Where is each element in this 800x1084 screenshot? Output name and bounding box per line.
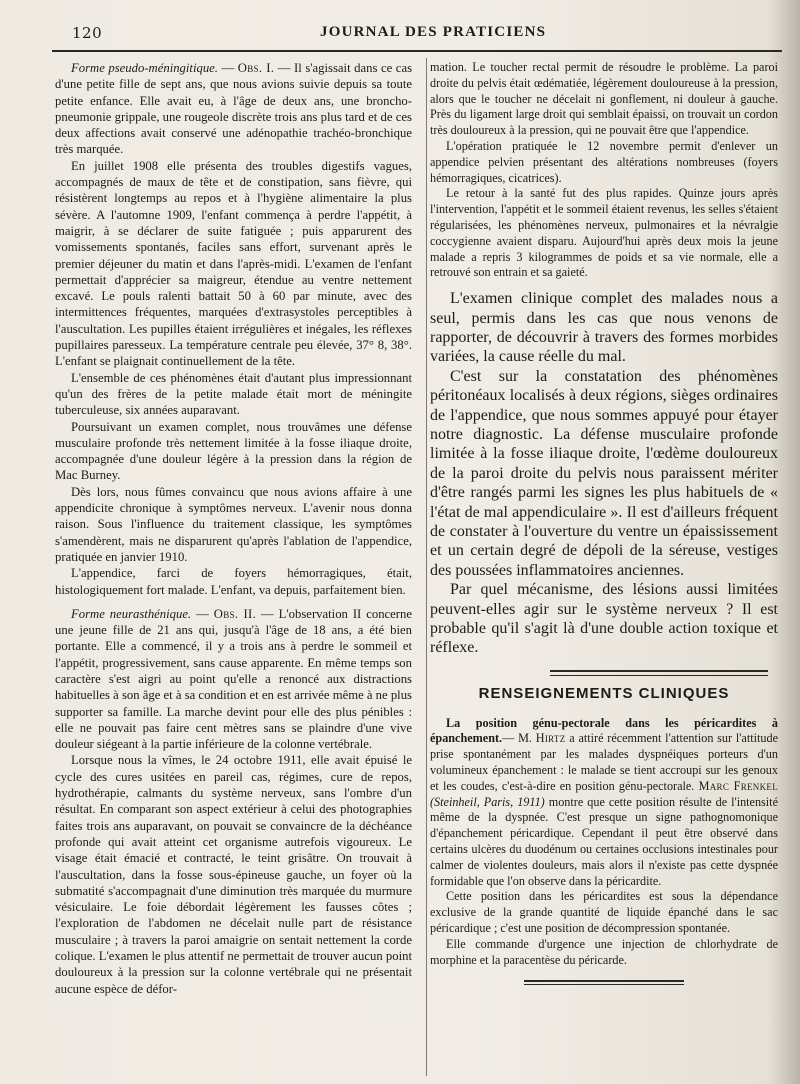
section-title: RENSEIGNEMENTS CLINIQUES [478, 684, 730, 702]
paragraph: Dès lors, nous fûmes convaincu que nous avions affaire à une appendicite chronique à symptômes nerveux. L'avenir nous donna raison. Sous l'influence du traitement classique, les symptômes s'amendèrent, mais ne disparurent qu'après l'ablation de l'appendice, pratiquée en janvier 1910. [55, 484, 412, 564]
item-text: — M. [502, 731, 536, 746]
observation-2-number: Obs. II. [213, 606, 257, 621]
observation-2-label: Forme neurasthénique. [71, 606, 192, 621]
section-rule [550, 675, 768, 676]
paragraph: En juillet 1908 elle présenta des troubles digestifs vagues, accompagnés de maux de tête et de constipation, sans fièvre, qui résistèrent longtemps au repos et à l'hygiène alimentaire la plus sévère. A l'automne 1909, l'enfant commença à perdre l'appétit, à maigrir, à se déclarer de suite fatiguée ; puis apparurent des vomissements spontanés, faciles sans effort, survenant après le premier déjeuner du matin et dans l'après-midi. L'examen de l'enfant permettait d'apprécier sa maigreur, étendue au ventre nettement excavé. Le pouls ralenti battait 50 à 60 par minute, avec des intermittences fréquentes, marquées d'extrasystoles perceptibles à l'auscultation. Les pupilles étaient irrégulières et inégales, les réflexes pupillaires paresseux. La température centrale peu élevée, 37° 8, 38°. L'enfant se plaignait continuellement de la tête. [55, 158, 412, 369]
paragraph: L'appendice, farci de foyers hémorragiques, était, histologiquement fort malade. L'enfant, va depuis, parfaitement bien. [55, 566, 412, 597]
end-rule [524, 980, 684, 982]
left-column [55, 60, 412, 997]
conclusion-block [430, 289, 778, 658]
page-header [72, 22, 780, 50]
author-name: Marc Frenkel [698, 778, 779, 793]
header-rule [52, 50, 782, 52]
paragraph: mation. Le toucher rectal permit de résoudre le problème. La paroi droite du pelvis était œdématiée, légèrement douloureuse à la pression, alors que le toucher ne décelait ni gonflement, ni douleur à gauche. Près du ligament large droit qui semblait épaissi, on trouvait un cordon très douloureux à la pression, qui ne pouvait être que l'appendice. [430, 60, 778, 138]
observation-1-intro: Forme pseudo-méningitique. — Obs. I. — Il s'agissait dans ce cas d'une petite fille de sept ans, que nous avions suivie depuis sa toute petite enfance. Elle avait eu, à l'âge de deux ans, une broncho-pneumonie grippale, une rougeole discrète trois ans plus tard et de ces deux affections avait conservé une adénopathie trachéo-bronchique très marquée. [55, 61, 413, 157]
conclusion-paragraph: Par quel mécanisme, des lésions aussi limitées peuvent-elles agir sur le système nerveux ? Il est probable qu'il s'agit là d'une double action toxique et réflexe. [430, 581, 778, 657]
observation-1-label: Forme pseudo-méningitique. [71, 61, 218, 75]
item-source: (Steinheil, Paris, 1911) [430, 794, 545, 809]
end-rule [524, 984, 684, 985]
paragraph: Lorsque nous la vîmes, le 24 octobre 1911, elle avait épuisé le cycle des cures usitées en pareil cas, régimes, cure de repos, hydrothérapie, calmants du système nerveux, sans l'ombre d'un résultat. En comparant son aspect extérieur à celui des photographies faites trois ans auparavant, on pouvait se convaincre de la déchéance profonde qui avait atteint cet organisme autrefois vigoureux. Le visage était émacié et contracté, le teint grisâtre. On trouvait à l'auscultation, dans la fosse sous-épineuse gauche, un foyer où la submatité s'accompagnait d'une diminution très marquée du murmure vésiculaire. Le foie débordait légèrement les fausses côtes ; l'exploration de l'abdomen ne décelait nulle part de résistance musculaire ; à travers la paroi amaigrie on sentait nettement la corde colique. L'examen le plus attentif ne permettait de trouver aucun point douloureux à la pression sur la colonne vertébrale qui ne présentait aucune espèce de défor- [55, 753, 412, 996]
observation-1-text: — Il s'agissait dans ce cas d'une petite fille de sept ans, que nous avions suivie depuis sa toute petite enfance. Elle avait eu, à l'âge de deux ans, une broncho-pneumonie grippale, une rougeole discrète trois ans plus tard et de ces deux affections avait conservé une adénopathie trachéo-bronchique très marquée. [55, 61, 413, 157]
right-column [430, 60, 778, 985]
page-number: 120 [72, 24, 103, 42]
item-text: a attiré récemment l'attention sur l'attitude prise spontanément par les malades dyspnéiques porteurs d'un volumineux épanchement : le malade se tient accroupi sur les genoux et les coudes, c'est-à-dire en position génu-pectorale. [430, 731, 778, 793]
paragraph: Le retour à la santé fut des plus rapides. Quinze jours après l'intervention, l'appétit et le sommeil étaient revenus, les selles s'étaient régularisées, les phénomènes nerveux, pulmonaires et la névralgie coccygienne avaient disparu. Aujourd'hui après deux mois la jeune malade a repris 3 kilogrammes de poids et sa vie normale, elle a retrouvé son entrain et sa gaieté. [430, 186, 778, 280]
paragraph: L'ensemble de ces phénomènes était d'autant plus impressionnant qu'un des frères de la petite malade était mort de méningite tuberculeuse, six années auparavant. [55, 370, 412, 418]
column-divider [426, 58, 427, 1076]
author-name: Hirtz [535, 731, 566, 746]
paragraph: Cette position dans les péricardites est sous la dépendance exclusive de la grande quantité de liquide épanché dans le sac péricardique ; c'est une position de décompression spontanée. [430, 889, 778, 936]
observation-2-text: — L'observation II concerne une jeune fille de 21 ans qui, jusqu'à l'âge de 18 ans, a été bien portante. Elle a commencé, il y a trois ans à perdre le sommeil et l'appétit, progressivement, sans cause apparente. En même temps son caractère s'est aigri au point qu'elle a renoncé aux distractions habituelles à son âge et à sa condition et en est arrivée même à ne plus supporter sa famille. La marche devint pour elle des plus pénibles : elle ne pouvait pas faire cent mètres sans se plaindre d'une vive douleur siégeant à la partie inférieure de la colonne vertébrale. [55, 606, 412, 752]
journal-title: JOURNAL DES PRATICIENS [320, 24, 547, 40]
paragraph: Poursuivant un examen complet, nous trouvâmes une défense musculaire profonde très nettement limitée à la fosse iliaque droite, accompagnée d'une douleur légère à la pression dans la région de Mac Burney. [55, 419, 412, 483]
paragraph: L'opération pratiquée le 12 novembre permit d'enlever un appendice pelvien présentant des altérations nombreuses (foyers hémorragiques, cicatrices). [430, 138, 778, 185]
item-text: montre que cette position résulte de l'intensité même de la dyspnée. C'est presque un signe pathognomonique d'épanchement péricardique. Cependant il peut être observé dans certains ulcères du duodénum ou certaines occlusions intestinales pour calmer de violentes douleurs, mais alors il n'existe pas cette dyspnée formidable que l'on observe dans la péricardite. [430, 794, 778, 888]
section-rule [550, 670, 768, 672]
conclusion-paragraph: C'est sur la constatation des phénomènes péritonéaux localisés à deux régions, sièges ordinaires de l'appendice, que nous sommes appuyé pour étayer notre diagnostic. La défense musculaire profonde limitée à la fosse iliaque droite, l'œdème douloureux de la paroi droite du pelvis nous paraissent mériter d'être rangés parmi les signes les plus habituels de « l'état de mal appendiculaire ». Il est d'ailleurs fréquent de constater à l'ouverture du ventre un épaississement et un certain degré de dépoli de la séreuse, vestiges des poussées inflammatoires anciennes. [430, 367, 778, 579]
observation-1-number: Obs. I. [237, 61, 275, 75]
clinical-item [430, 716, 778, 890]
paragraph: Elle commande d'urgence une injection de chlorhydrate de morphine et la paracentèse du péricarde. [430, 936, 778, 967]
item-title: La position génu-pectorale dans les péricardites à épanchement. [430, 715, 778, 746]
observation-2-intro: Forme neurasthénique. — Obs. II. — L'observation II concerne une jeune fille de 21 ans qui, jusqu'à l'âge de 18 ans, a été bien portante. Elle a commencé, il y a trois ans à perdre le sommeil et l'appétit, progressivement, sans cause apparente. En même temps son caractère s'est aigri au point qu'elle a renoncé aux distractions habituelles à son âge et à sa condition et en est arrivée même à ne plus supporter sa famille. La marche devint pour elle des plus pénibles : elle ne pouvait pas faire cent mètres sans se plaindre d'une vive douleur siégeant à la partie inférieure de la colonne vertébrale. [55, 606, 412, 752]
conclusion-paragraph: L'examen clinique complet des malades nous a seul, permis dans les cas que nous venons de rapporter, de découvrir à travers des formes morbides variées, la cause réelle du mal. [430, 290, 778, 366]
